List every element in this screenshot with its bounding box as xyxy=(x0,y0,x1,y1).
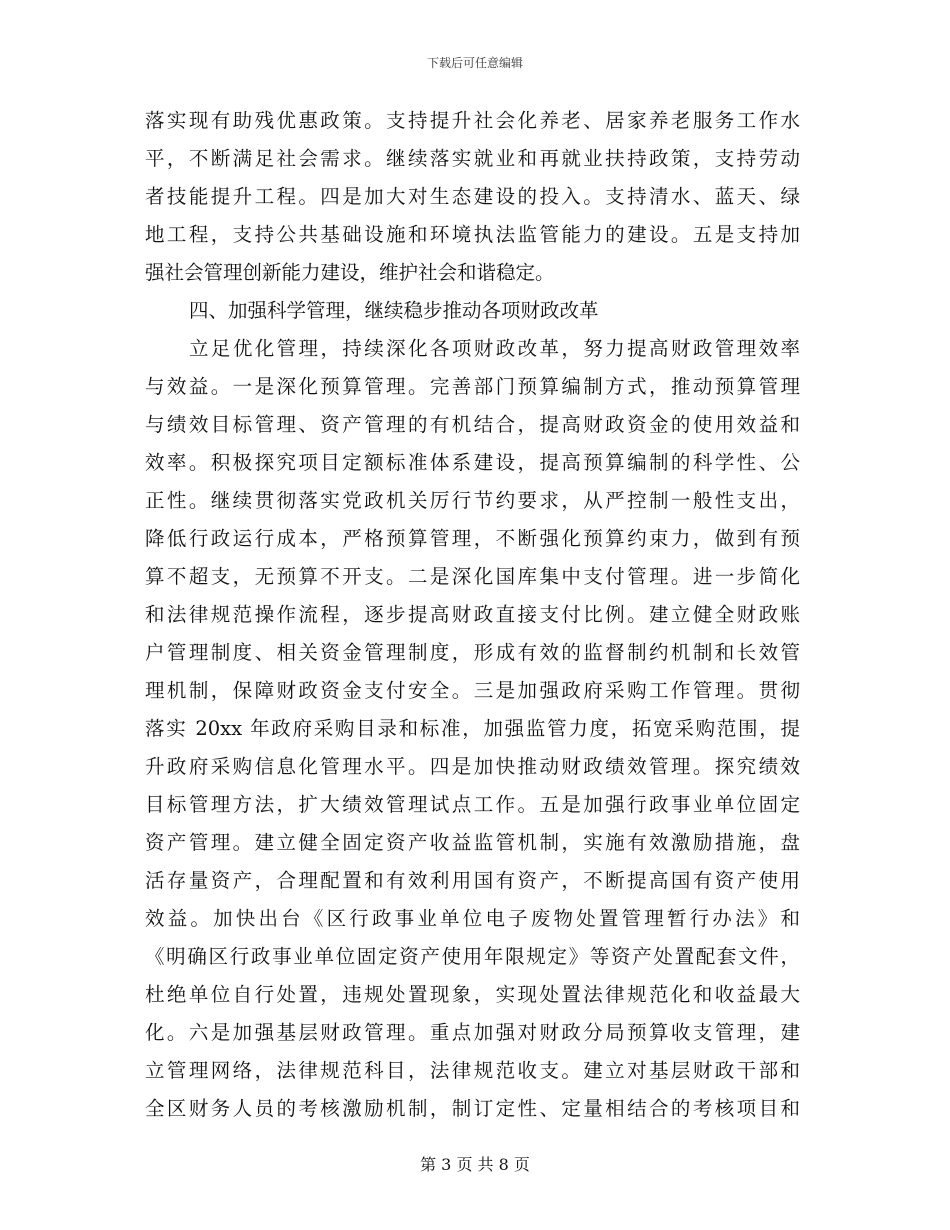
text-line: 正性。继续贯彻落实党政机关厉行节约要求，从严控制一般性支出， xyxy=(145,489,800,512)
text-line: 立足优化管理，持续深化各项财政改革，努力提高财政管理效率 xyxy=(189,337,800,360)
text-line: 化。六是加强基层财政管理。重点加强对财政分局预算收支管理，建 xyxy=(145,1021,800,1044)
text-line: 户管理制度、相关资金管理制度，形成有效的监督制约机制和长效管 xyxy=(145,641,800,664)
text-line: 资产管理。建立健全固定资产收益监管机制，实施有效激励措施，盘 xyxy=(145,831,800,854)
text-line: 降低行政运行成本，严格预算管理，不断强化预算约束力，做到有预 xyxy=(145,527,800,550)
text-line: 和法律规范操作流程，逐步提高财政直接支付比例。建立健全财政账 xyxy=(145,603,800,626)
text-line: 效率。积极探究项目定额标准体系建设，提高预算编制的科学性、公 xyxy=(145,451,800,474)
text-line: 《明确区行政事业单位固定资产使用年限规定》等资产处置配套文件， xyxy=(145,945,800,968)
text-line: 落实现有助残优惠政策。支持提升社会化养老、居家养老服务工作水 xyxy=(145,109,800,132)
text-line: 与绩效目标管理、资产管理的有机结合，提高财政资金的使用效益和 xyxy=(145,413,800,436)
text-line: 与效益。一是深化预算管理。完善部门预算编制方式，推动预算管理 xyxy=(145,375,800,398)
text-line: 活存量资产，合理配置和有效利用国有资产，不断提高国有资产使用 xyxy=(145,869,800,892)
text-line: 目标管理方法，扩大绩效管理试点工作。五是加强行政事业单位固定 xyxy=(145,793,800,816)
text-line: 者技能提升工程。四是加大对生态建设的投入。支持清水、蓝天、绿 xyxy=(145,185,800,208)
page-number: 第 3 页 共 8 页 xyxy=(420,1155,530,1174)
text-line: 效益。加快出台《区行政事业单位电子废物处置管理暂行办法》和 xyxy=(145,907,800,930)
text-line: 平，不断满足社会需求。继续落实就业和再就业扶持政策，支持劳动 xyxy=(145,147,800,170)
text-line: 地工程，支持公共基础设施和环境执法监管能力的建设。五是支持加 xyxy=(145,223,800,246)
document-body xyxy=(145,102,800,1128)
text-line: 落实 20xx 年政府采购目录和标准，加强监管力度，拓宽采购范围，提 xyxy=(145,717,800,740)
text-line: 强社会管理创新能力建设，维护社会和谐稳定。 xyxy=(145,261,555,284)
text-line: 立管理网络，法律规范科目，法律规范收支。建立对基层财政干部和 xyxy=(145,1059,800,1082)
page-header: 下载后可任意编辑 xyxy=(426,56,523,70)
text-line: 杜绝单位自行处置，违规处置现象，实现处置法律规范化和收益最大 xyxy=(145,983,800,1006)
text-line: 四、加强科学管理，继续稳步推动各项财政改革 xyxy=(189,299,599,322)
text-line: 算不超支，无预算不开支。二是深化国库集中支付管理。进一步简化 xyxy=(145,565,800,588)
text-line: 全区财务人员的考核激励机制，制订定性、定量相结合的考核项目和 xyxy=(145,1097,800,1120)
text-line: 理机制，保障财政资金支付安全。三是加强政府采购工作管理。贯彻 xyxy=(145,679,800,702)
text-line: 升政府采购信息化管理水平。四是加快推动财政绩效管理。探究绩效 xyxy=(145,755,800,778)
